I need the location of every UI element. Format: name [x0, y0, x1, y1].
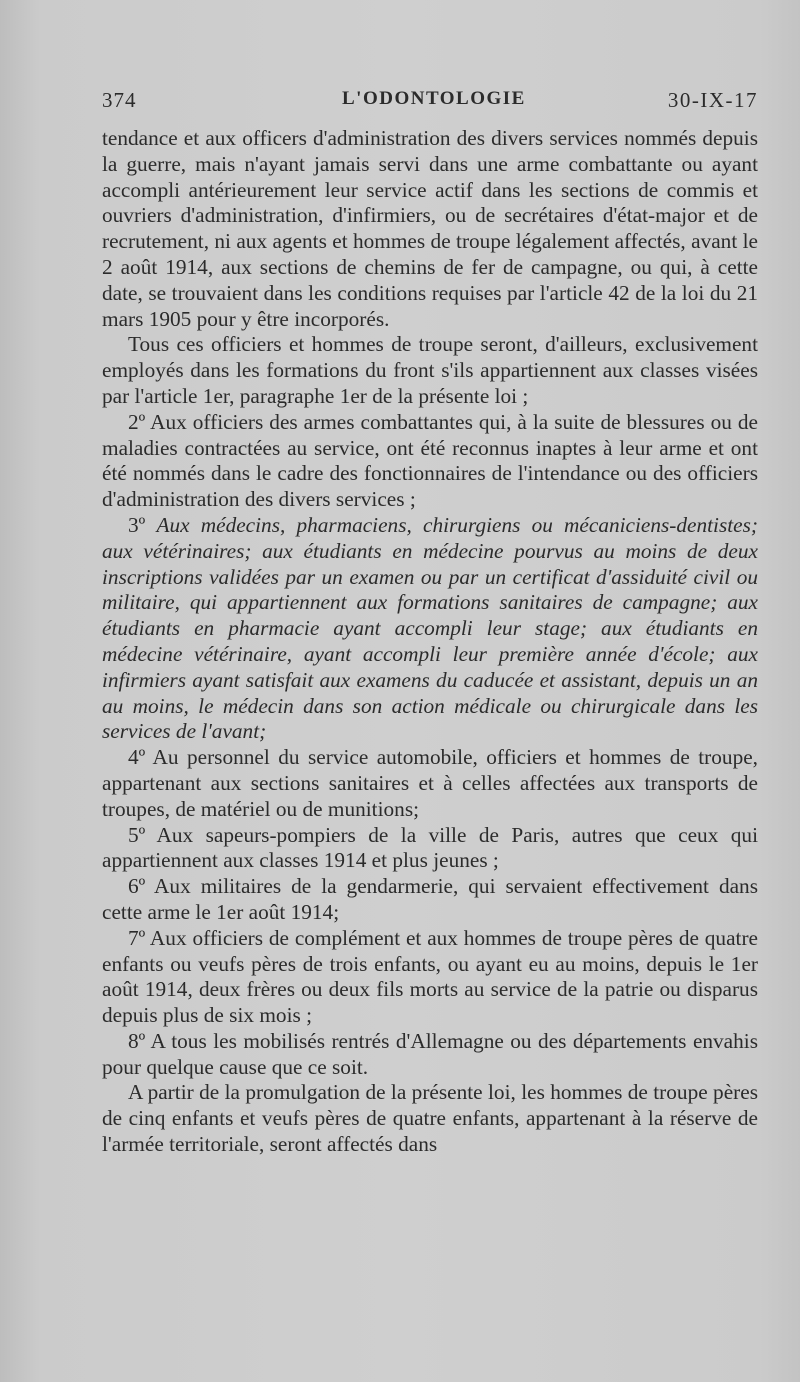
issue-date: 30-IX-17: [667, 88, 758, 112]
running-title: L'ODONTOLOGIE: [342, 88, 526, 109]
paragraph-final: A partir de la promulgation de la présente loi, les hommes de troupe pères de cinq enfants et veufs pères de quatre enfants, appartenant à la réserve de l'armée territoriale, seront affectés dans: [102, 1080, 758, 1157]
paragraph-item-6: 6º Aux militaires de la gendarmerie, qui servaient effectivement dans cette arme le 1er août 1914;: [102, 874, 758, 924]
page-header: [102, 88, 758, 118]
page-number: 374: [102, 88, 137, 112]
paragraph-item-4: 4º Au personnel du service automobile, officiers et hommes de troupe, appartenant aux sections sanitaires et à celles affectées aux transports de troupes, de matériel ou de munitions;: [102, 745, 758, 821]
paragraph-continuation: tendance et aux officers d'administration des divers services nommés depuis la guerre, mais n'ayant jamais servi dans une arme combattante ou ayant accompli antérieurement leur service actif dans les sections de commis et ouvriers d'administration, d'infirmiers, ou de secrétaires d'état-major et de recrutement, ni aux agents et hommes de troupe légalement affectés, avant le 2 août 1914, aux sections de chemins de fer de campagne, ou qui, à cette date, se trouvaient dans les conditions requises par l'article 42 de la loi du 21 mars 1905 pour y être incorporés.: [102, 126, 758, 331]
item-3-text: Aux médecins, pharmaciens, chirurgiens ou mécaniciens-dentistes; aux vétérinaires; aux étudiants en médecine pourvus au moins de deux inscriptions validées par un examen ou par un certificat d'assiduité civil ou militaire, qui appartiennent aux formations sanitaires de campagne; aux étudiants en pharmacie ayant accompli leur stage; aux étudiants en médecine vétérinaire, ayant accompli leur première année d'école; aux infirmiers ayant satisfait aux examens du caducée et assistant, depuis un an au moins, le médecin dans son action médicale ou chirurgicale dans les services de l'avant;: [102, 512, 759, 744]
paragraph-item-3: [102, 513, 758, 745]
body-text: [102, 126, 758, 1158]
paragraph-item-5: 5º Aux sapeurs-pompiers de la ville de Paris, autres que ceux qui appartiennent aux classes 1914 et plus jeunes ;: [102, 822, 758, 873]
paragraph-item-8: 8º A tous les mobilisés rentrés d'Allemagne ou des départements envahis pour quelque cause que ce soit.: [102, 1028, 758, 1079]
paragraph-item-2: 2º Aux officiers des armes combattantes qui, à la suite de blessures ou de maladies contractées au service, ont été reconnus inaptes à leur arme et ont été nommés dans le cadre des fonctionnaires de l'intendance ou des officiers d'administration des divers services ;: [102, 409, 758, 512]
item-3-number: 3º: [128, 512, 146, 537]
paragraph-item-7: 7º Aux officiers de complément et aux hommes de troupe pères de quatre enfants ou veufs pères de trois enfants, ou ayant eu au moins, depuis le 1er août 1914, deux frères ou deux fils morts au service de la patrie ou disparus depuis plus de six mois ;: [102, 925, 758, 1028]
paragraph-officers: Tous ces officiers et hommes de troupe seront, d'ailleurs, exclusivement employés dans les formations du front s'ils appartiennent aux classes visées par l'article 1er, paragraphe 1er de la présente loi ;: [102, 332, 758, 408]
